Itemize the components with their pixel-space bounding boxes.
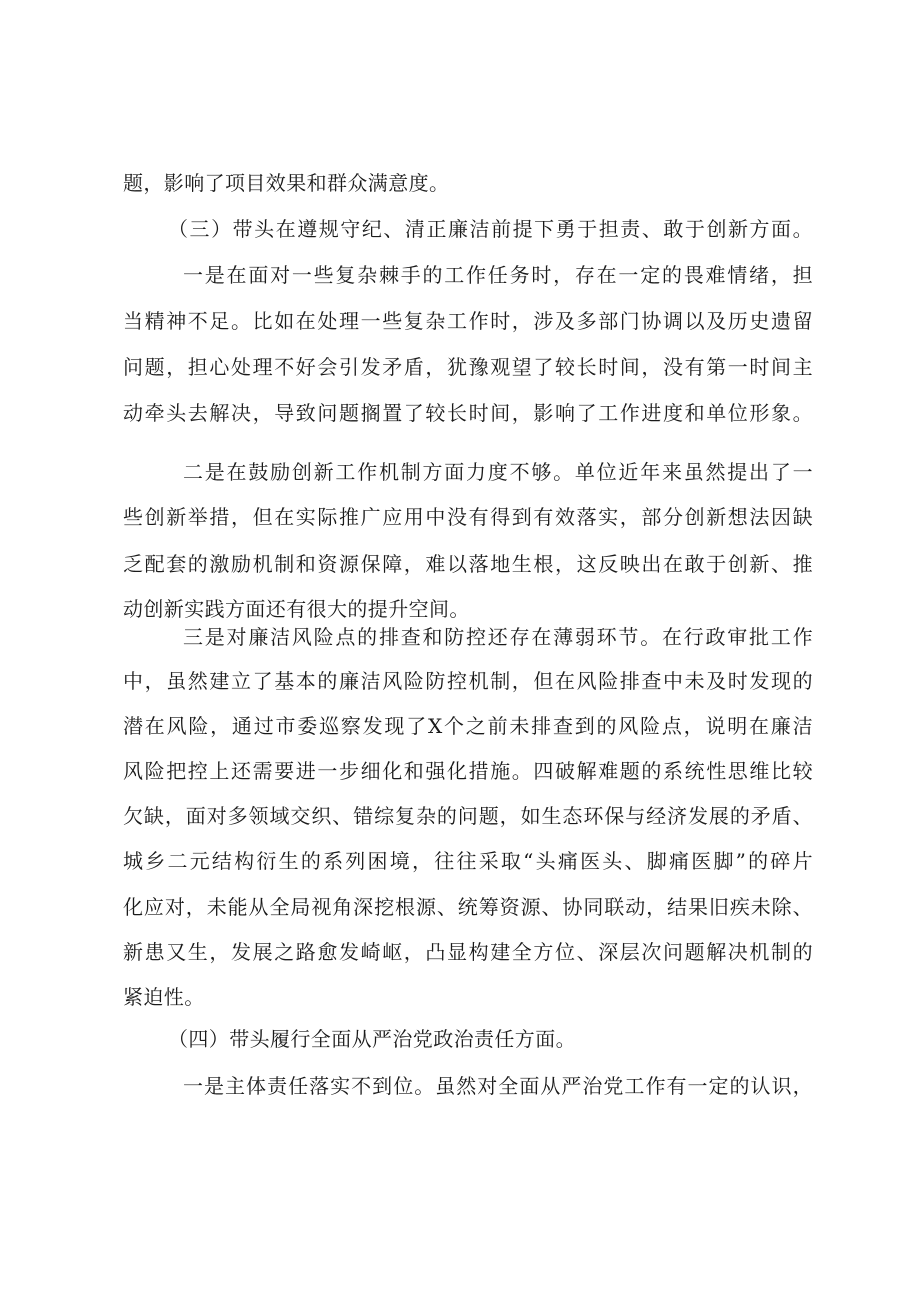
text-line: 紧迫性。 [123, 985, 205, 1009]
text-line: 化应对，未能从全局视角深挖根源、统筹资源、协同联动，结果旧疾未除、 [123, 895, 813, 919]
text-line: 题，影响了项目效果和群众满意度。 [123, 171, 450, 195]
text-line: 城乡二元结构衍生的系列困境，往往采取“头痛医头、脚痛医脚”的碎片 [123, 849, 813, 873]
text-line: 中，虽然建立了基本的廉洁风险防控机制，但在风险排查中未及时发现的 [123, 669, 813, 693]
text-line: 问题，担心处理不好会引发矛盾，犹豫观望了较长时间，没有第一时间主 [123, 355, 813, 379]
section-heading-3: （三）带头在遵规守纪、清正廉洁前提下勇于担责、敢于创新方面。 [168, 217, 813, 241]
text-line: 风险把控上还需要进一步细化和强化措施。四破解难题的系统性思维比较 [123, 759, 813, 783]
text-line: 欠缺，面对多领域交织、错综复杂的问题，如生态环保与经济发展的矛盾、 [123, 804, 813, 828]
text-line: 些创新举措，但在实际推广应用中没有得到有效落实，部分创新想法因缺 [123, 505, 813, 529]
text-line: 动创新实践方面还有很大的提升空间。 [123, 597, 470, 621]
text-line: 一是在面对一些复杂棘手的工作任务时，存在一定的畏难情绪，担 [183, 263, 813, 287]
text-line: 新患又生，发展之路愈发崎岖，凸显构建全方位、深层次问题解决机制的 [123, 940, 813, 964]
text-line: 一是主体责任落实不到位。虽然对全面从严治党工作有一定的认识， [183, 1074, 813, 1098]
text-line: 三是对廉洁风险点的排查和防控还存在薄弱环节。在行政审批工作 [183, 625, 813, 649]
text-line: 动牵头去解决，导致问题搁置了较长时间，影响了工作进度和单位形象。 [123, 401, 813, 425]
text-line: 乏配套的激励机制和资源保障，难以落地生根，这反映出在敢于创新、推 [123, 552, 813, 576]
text-line: 二是在鼓励创新工作机制方面力度不够。单位近年来虽然提出了一 [183, 460, 813, 484]
section-heading-4: （四）带头履行全面从严治党政治责任方面。 [168, 1027, 576, 1051]
text-line: 潜在风险，通过市委巡察发现了X个之前未排查到的风险点，说明在廉洁 [123, 714, 813, 738]
text-line: 当精神不足。比如在处理一些复杂工作时，涉及多部门协调以及历史遗留 [123, 309, 813, 333]
